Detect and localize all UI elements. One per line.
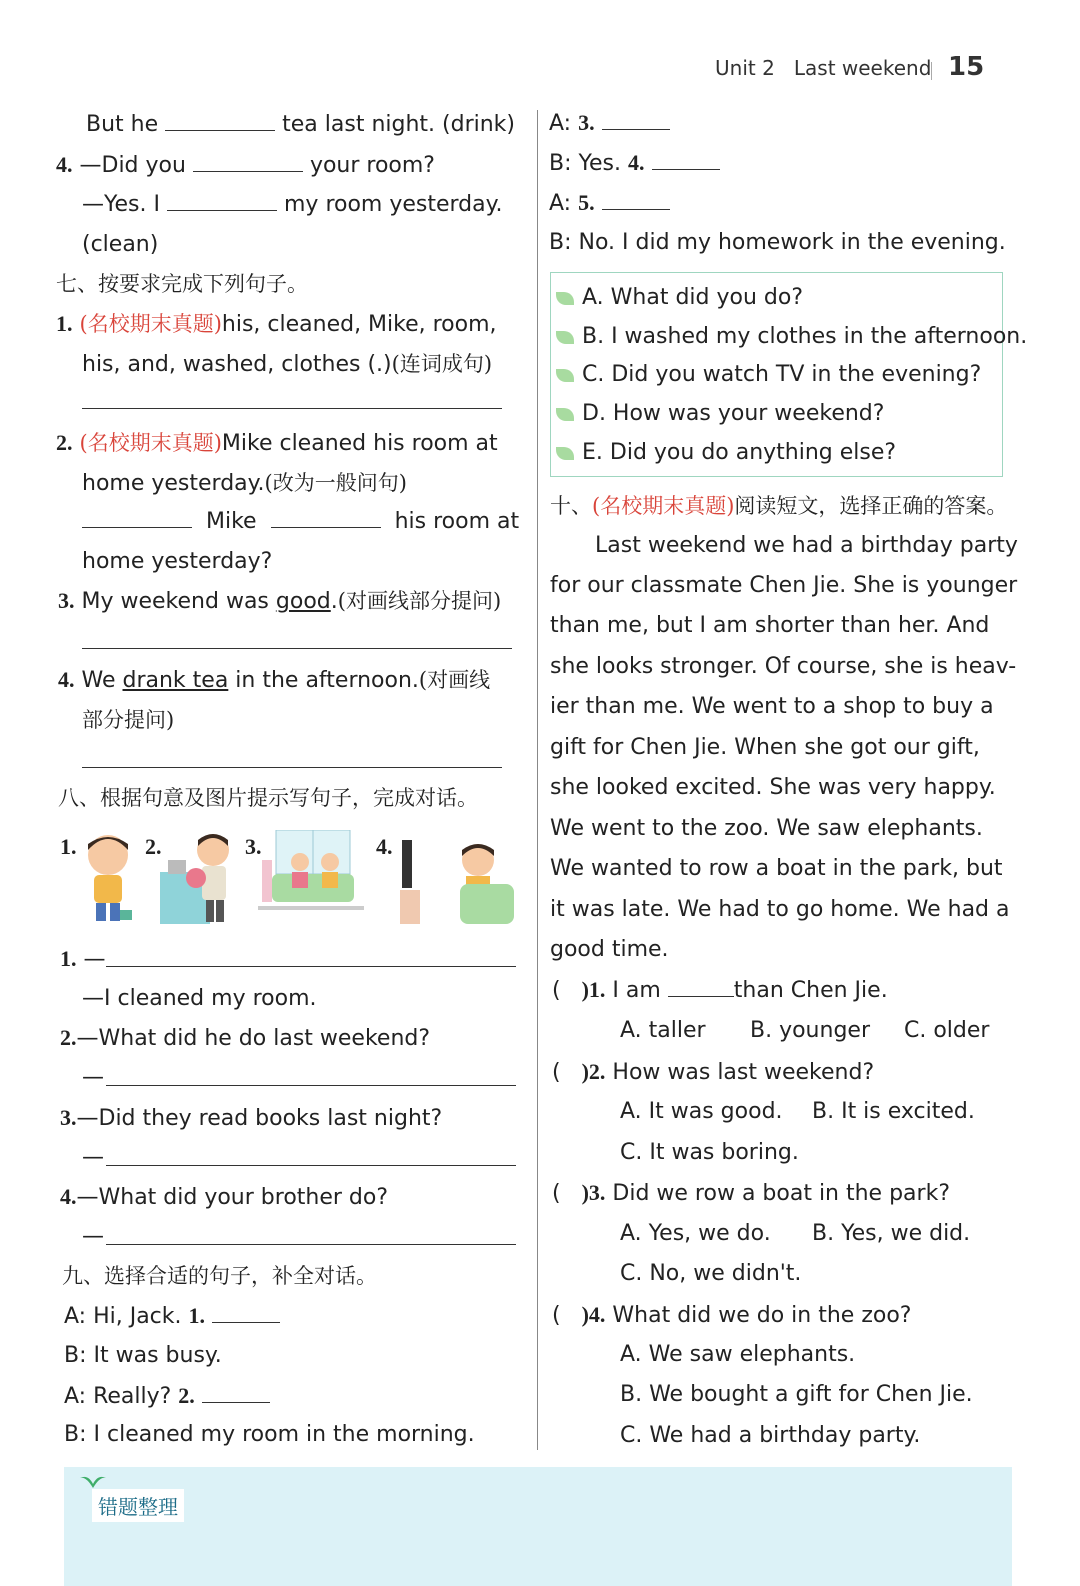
passage-line: it was late. We had to go home. We had a	[550, 897, 1010, 922]
text: in the afternoon.	[228, 668, 419, 693]
answer-paren[interactable]: (	[552, 978, 561, 1003]
answer-blank[interactable]	[212, 1302, 280, 1323]
running-header	[715, 56, 931, 80]
text: tea last night. (drink)	[282, 112, 515, 137]
s10-q4-opt-a: A. We saw elephants.	[620, 1342, 856, 1367]
question-number: 1.	[60, 946, 77, 971]
section-10-title	[550, 491, 1007, 521]
error-notes-area[interactable]	[64, 1467, 1012, 1586]
text: —Did they read books last night?	[76, 1106, 443, 1131]
option-d	[556, 399, 884, 429]
s10-q3-opt-b: B. Yes, we did.	[812, 1221, 971, 1246]
s7-q4-hint2: 部分提问)	[82, 708, 175, 732]
page-number: 15	[948, 52, 985, 82]
option-text: D. How was your weekend?	[582, 401, 885, 426]
text: B: Yes.	[549, 151, 628, 176]
text: We	[81, 668, 123, 693]
s6-q4-line2	[82, 190, 503, 220]
text: Did we row a boat in the park?	[605, 1181, 950, 1206]
s10-q1-opt-b: B. younger	[750, 1018, 870, 1043]
answer-line[interactable]	[106, 1244, 516, 1245]
pic-label-3: 3.	[245, 834, 262, 859]
s7-q2-line2	[82, 468, 407, 499]
error-notes-label: 错题整理	[92, 1489, 184, 1522]
passage-line: for our classmate Chen Jie. She is younger	[550, 573, 1018, 598]
answer-line[interactable]	[106, 1085, 516, 1086]
kids-reading-illustration	[258, 830, 364, 914]
s7-q2-line3	[82, 507, 519, 537]
question-number: 2.	[178, 1383, 195, 1408]
text: your room?	[309, 153, 435, 178]
s10-q1	[552, 975, 888, 1006]
text: A: Hi, Jack.	[64, 1304, 189, 1329]
passage-line: she looked excited. She was very happy.	[550, 775, 996, 800]
answer-paren[interactable]: (	[552, 1303, 561, 1328]
answer-blank[interactable]	[668, 976, 734, 997]
question-number: 3.	[60, 1105, 77, 1130]
s8-q4	[60, 1182, 388, 1213]
underlined-word: drank tea	[122, 668, 229, 693]
s10-q2	[552, 1057, 874, 1088]
tv-boy-illustration	[398, 840, 516, 928]
section-7-title: 七、按要求完成下列句子。	[56, 272, 308, 296]
text: .	[330, 589, 338, 614]
hint: (对画线部分提问)	[337, 589, 502, 613]
dialog-line-6: B: No. I did my homework in the evening.	[549, 230, 1006, 255]
text: home yesterday.	[82, 471, 265, 496]
s9-line1	[64, 1301, 280, 1332]
question-number: 4.	[56, 152, 73, 177]
header-separator	[931, 62, 932, 80]
s8-q4-dash: —	[82, 1224, 104, 1249]
option-b	[556, 322, 1027, 352]
unit-title: Last weekend	[793, 56, 932, 80]
text: my room yesterday.	[284, 192, 503, 217]
text: A: Really?	[64, 1384, 179, 1409]
s8-q2-dash: —	[82, 1065, 104, 1090]
option-e	[556, 438, 896, 468]
s10-q2-opt-c: C. It was boring.	[620, 1140, 799, 1165]
section-9-title: 九、选择合适的句子，补全对话。	[62, 1264, 377, 1288]
hint: (改为一般问句)	[264, 471, 407, 495]
answer-line[interactable]	[82, 648, 512, 649]
option-a	[556, 283, 803, 313]
s6-q4-line1	[56, 150, 435, 181]
pic-label-4: 4.	[376, 834, 393, 859]
source-tag: (名校期末真题)	[79, 431, 222, 455]
s8-q1	[60, 944, 106, 975]
s9-line4: B: I cleaned my room in the morning.	[64, 1422, 475, 1447]
s8-q2	[60, 1023, 430, 1054]
s10-q1-opt-a: A. taller	[620, 1018, 706, 1043]
text: What did we do in the zoo?	[605, 1303, 912, 1328]
text: My weekend was	[81, 589, 276, 614]
answer-blank[interactable]	[271, 507, 381, 528]
answer-blank[interactable]	[193, 151, 303, 172]
answer-blank[interactable]	[82, 507, 192, 528]
s10-q4-opt-c: C. We had a birthday party.	[620, 1423, 921, 1448]
text: than Chen Jie.	[733, 978, 888, 1003]
answer-line[interactable]	[106, 1165, 516, 1166]
s10-q1-opt-c: C. older	[904, 1018, 990, 1043]
section-8-title: 八、根据句意及图片提示写句子，完成对话。	[58, 786, 478, 810]
s10-q4-opt-b: B. We bought a gift for Chen Jie.	[620, 1382, 973, 1407]
passage-line: ier than me. We went to a shop to buy a	[550, 694, 994, 719]
leaf-icon	[556, 369, 574, 382]
answer-blank[interactable]	[602, 189, 670, 210]
question-number: 4.	[628, 150, 645, 175]
s10-q2-opt-b: B. It is excited.	[812, 1099, 975, 1124]
s7-q1-line1	[56, 309, 497, 340]
text: But he	[86, 112, 159, 137]
passage-line: Last weekend we had a birthday party	[595, 533, 1018, 558]
s7-q1-line2	[82, 349, 492, 380]
text: How was last weekend?	[605, 1060, 875, 1085]
answer-paren[interactable]: (	[552, 1060, 561, 1085]
s8-q3	[60, 1103, 442, 1134]
text: his, cleaned, Mike, room,	[221, 312, 497, 337]
answer-line[interactable]	[106, 966, 516, 967]
s10-q2-opt-a: A. It was good.	[620, 1099, 783, 1124]
s8-q1-answer: —I cleaned my room.	[82, 986, 317, 1011]
text: 十、	[550, 494, 592, 518]
text: A:	[549, 111, 579, 136]
leaf-icon	[556, 292, 574, 305]
question-number: )3.	[581, 1180, 606, 1205]
question-number: )1.	[581, 977, 606, 1002]
pic-label-2: 2.	[145, 834, 162, 859]
answer-line[interactable]	[82, 767, 502, 768]
source-tag: (名校期末真题)	[79, 312, 222, 336]
question-number: 2.	[60, 1025, 77, 1050]
answer-blank[interactable]	[202, 1382, 270, 1403]
question-number: )2.	[581, 1059, 606, 1084]
dialog-line-3	[549, 108, 670, 139]
leaf-icon	[556, 408, 574, 421]
question-number: 4.	[58, 667, 75, 692]
answer-blank[interactable]	[602, 109, 670, 130]
question-number: 3.	[578, 110, 595, 135]
text: A:	[549, 191, 579, 216]
passage-line: We went to the zoo. We saw elephants.	[550, 816, 983, 841]
s7-q2-line4: home yesterday?	[82, 549, 273, 574]
passage-line: she looks stronger. Of course, she is heav-	[550, 654, 1017, 679]
text: —What did he do last weekend?	[76, 1026, 431, 1051]
hint: (对画线	[418, 668, 491, 692]
dialog-line-4	[549, 148, 720, 179]
man-washing-illustration	[158, 830, 236, 928]
question-number: )4.	[581, 1302, 606, 1327]
question-number: 5.	[578, 190, 595, 215]
passage-line: We wanted to row a boat in the park, but	[550, 856, 1003, 881]
underlined-word: good	[275, 589, 331, 614]
answer-blank[interactable]	[652, 149, 720, 170]
answer-blank[interactable]	[165, 110, 275, 131]
answer-blank[interactable]	[167, 190, 277, 211]
pic-label-1: 1.	[60, 834, 77, 859]
leaf-icon	[556, 331, 574, 344]
text: Mike cleaned his room at	[221, 431, 498, 456]
hint: (连词成句)	[391, 352, 493, 376]
dash: —	[83, 947, 106, 972]
text: —Did you	[79, 153, 186, 178]
text: —Yes. I	[82, 192, 160, 217]
s7-q3	[58, 586, 501, 617]
option-text: C. Did you watch TV in the evening?	[582, 362, 982, 387]
passage-line: gift for Chen Jie. When she got our gift,	[550, 735, 980, 760]
answer-line[interactable]	[82, 408, 502, 409]
option-c	[556, 360, 981, 390]
s7-q4-line1	[58, 665, 490, 696]
boy-cleaning-illustration	[80, 830, 138, 928]
unit-label: Unit 2	[715, 56, 775, 80]
dialog-line-5	[549, 188, 670, 219]
text: —What did your brother do?	[76, 1185, 389, 1210]
column-divider	[537, 110, 538, 1450]
source-tag: (名校期末真题)	[592, 494, 735, 518]
question-number: 1.	[56, 311, 73, 336]
option-text: B. I washed my clothes in the afternoon.	[582, 324, 1028, 349]
s10-q3-opt-c: C. No, we didn't.	[620, 1261, 802, 1286]
answer-paren[interactable]: (	[552, 1181, 561, 1206]
s10-q3-opt-a: A. Yes, we do.	[620, 1221, 771, 1246]
question-number: 2.	[56, 430, 73, 455]
s8-q3-dash: —	[82, 1145, 104, 1170]
option-text: A. What did you do?	[582, 285, 803, 310]
s10-q4	[552, 1300, 911, 1331]
text: I am	[605, 978, 668, 1003]
passage-line: than me, but I am shorter than her. And	[550, 613, 990, 638]
s10-q3	[552, 1178, 950, 1209]
option-text: E. Did you do anything else?	[582, 440, 897, 465]
s6-q4-hint: (clean)	[82, 232, 159, 257]
text: 阅读短文，选择正确的答案。	[734, 494, 1008, 518]
s9-line3	[64, 1381, 270, 1412]
s6-continuation	[86, 110, 515, 140]
s9-line2: B: It was busy.	[64, 1343, 222, 1368]
sprout-icon	[80, 1474, 106, 1488]
question-number: 1.	[188, 1303, 206, 1328]
s7-q2-line1	[56, 428, 498, 459]
text: Mike	[206, 509, 257, 534]
text: his room at	[394, 509, 520, 534]
question-number: 3.	[58, 588, 75, 613]
text: his, and, washed, clothes (.)	[82, 352, 392, 377]
passage-line: good time.	[550, 937, 669, 962]
question-number: 4.	[60, 1184, 77, 1209]
leaf-icon	[556, 447, 574, 460]
